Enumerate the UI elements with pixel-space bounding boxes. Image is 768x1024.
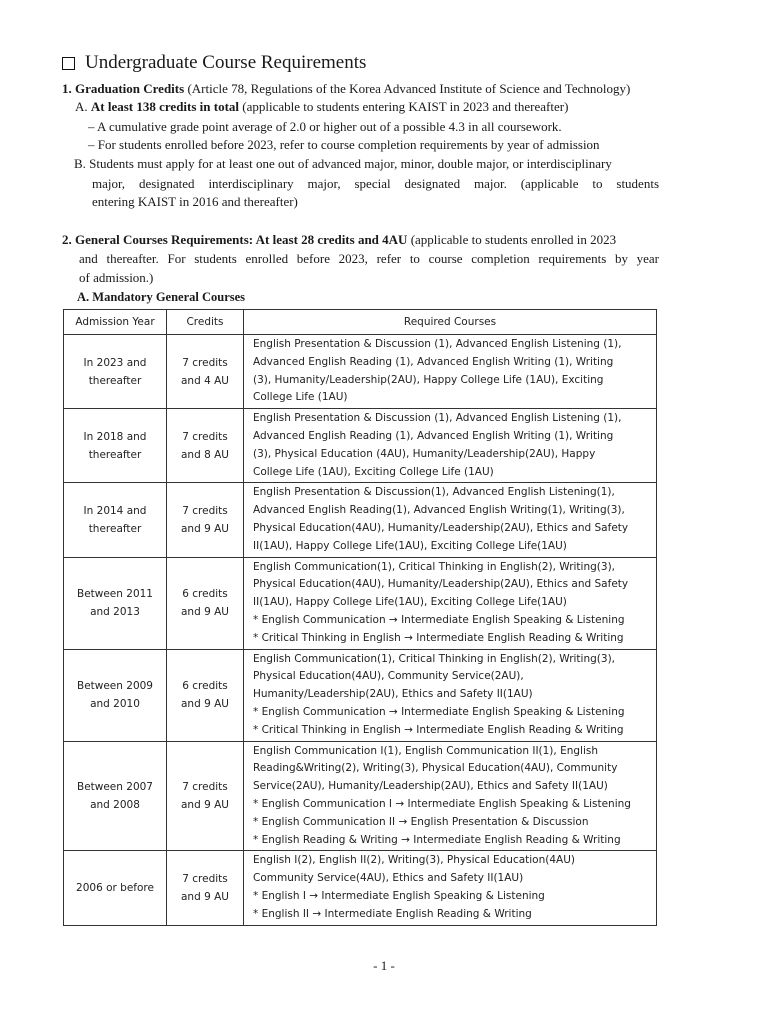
- page-heading: [62, 52, 366, 74]
- table-row: [64, 649, 657, 741]
- admission-year-cell: 2006 or before: [64, 851, 167, 925]
- section-2-title: 2. General Courses Requirements: At least 28 credits and 4AU (applicable to students enrolled in 2023: [62, 232, 617, 247]
- section-2a-title: A. Mandatory General Courses: [77, 290, 246, 304]
- credits-cell: 6 credits and 9 AU: [167, 557, 244, 649]
- section-1a: A. At least 138 credits in total (applicable to students entering KAIST in 2023 and thereafter): [75, 99, 569, 114]
- credits-cell: 7 credits and 8 AU: [167, 409, 244, 483]
- required-courses-cell: English Communication(1), Critical Thinking in English(2), Writing(3), Physical Education(4AU), Humanity/Leadership(2AU), Ethics and Safety II(1AU), Happy College Life(1AU), Exciting College Life(1AU) * English Communication → Intermediate English Speaking & Listening * Critical Thinking in English → Intermediate English Reading & Writing: [244, 557, 657, 649]
- page-number: - 1 -: [373, 958, 395, 973]
- credits-cell: 7 credits and 9 AU: [167, 483, 244, 557]
- credits-cell: 6 credits and 9 AU: [167, 649, 244, 741]
- admission-year-cell: Between 2009 and 2010: [64, 649, 167, 741]
- header-required-courses: Required Courses: [244, 310, 657, 335]
- table-row: [64, 483, 657, 557]
- admission-year-cell: Between 2007 and 2008: [64, 741, 167, 851]
- required-courses-cell: English I(2), English II(2), Writing(3), Physical Education(4AU) Community Service(4AU), Ethics and Safety II(1AU) * English I → Intermediate English Speaking & Listening * English II → Intermediate English Reading & Writing: [244, 851, 657, 925]
- table-header-row: [64, 310, 657, 335]
- admission-year-cell: In 2023 and thereafter: [64, 335, 167, 409]
- section-1a-bullet-1: – A cumulative grade point average of 2.0 or higher out of a possible 4.3 in all coursework.: [88, 119, 562, 134]
- table-row: [64, 409, 657, 483]
- header-admission-year: Admission Year: [64, 310, 167, 335]
- table-row: [64, 557, 657, 649]
- section-1b-line-1: B. Students must apply for at least one out of advanced major, minor, double major, or interdisciplinary: [74, 156, 612, 171]
- required-courses-cell: English Communication(1), Critical Thinking in English(2), Writing(3), Physical Education(4AU), Community Service(2AU), Humanity/Leadership(2AU), Ethics and Safety II(1AU) * English Communication → Intermediate English Speaking & Listening * Critical Thinking in English → Intermediate English Reading & Writing: [244, 649, 657, 741]
- header-credits: Credits: [167, 310, 244, 335]
- admission-year-cell: In 2018 and thereafter: [64, 409, 167, 483]
- credits-cell: 7 credits and 9 AU: [167, 851, 244, 925]
- admission-year-cell: Between 2011 and 2013: [64, 557, 167, 649]
- required-courses-cell: English Communication I(1), English Communication II(1), English Reading&Writing(2), Writing(3), Physical Education(4AU), Community Service(2AU), Humanity/Leadership(2AU), Ethics and Safety II(1AU) * English Communication I → Intermediate English Speaking & Listening * English Communication II → English Presentation & Discussion * English Reading & Writing → Intermediate English Reading & Writing: [244, 741, 657, 851]
- required-courses-cell: English Presentation & Discussion (1), Advanced English Listening (1), Advanced English Reading (1), Advanced English Writing (1), Writing (3), Humanity/Leadership(2AU), Happy College Life (1AU), Exciting College Life (1AU): [244, 335, 657, 409]
- credits-cell: 7 credits and 9 AU: [167, 741, 244, 851]
- table-row: [64, 851, 657, 925]
- required-courses-cell: English Presentation & Discussion (1), Advanced English Listening (1), Advanced English Reading (1), Advanced English Writing (1), Writing (3), Physical Education (4AU), Humanity/Leadership(2AU), Happy College Life (1AU), Exciting College Life (1AU): [244, 409, 657, 483]
- required-courses-cell: English Presentation & Discussion(1), Advanced English Listening(1), Advanced English Reading(1), Advanced English Writing(1), Writing(3), Physical Education(4AU), Humanity/Leadership(2AU), Ethics and Safety II(1AU), Happy College Life(1AU), Exciting College Life(1AU): [244, 483, 657, 557]
- section-1b-line-3: entering KAIST in 2016 and thereafter): [92, 194, 298, 209]
- section-1a-bullet-2: – For students enrolled before 2023, refer to course completion requirements by year of admission: [88, 137, 600, 152]
- section-2-line-2: and thereafter. For students enrolled before 2023, refer to course completion requirements by year: [79, 251, 659, 266]
- section-2-line-3: of admission.): [79, 270, 154, 285]
- credits-cell: 7 credits and 4 AU: [167, 335, 244, 409]
- section-1b-line-2: major, designated interdisciplinary major, special designated major. (applicable to students: [92, 176, 659, 191]
- table-row: [64, 741, 657, 851]
- table-row: [64, 335, 657, 409]
- mandatory-courses-table: [63, 309, 657, 926]
- admission-year-cell: In 2014 and thereafter: [64, 483, 167, 557]
- heading-text: Undergraduate Course Requirements: [85, 52, 367, 73]
- checkbox-square-icon: [62, 57, 75, 70]
- section-1-title: 1. Graduation Credits (Article 78, Regulations of the Korea Advanced Institute of Science and Technology): [62, 81, 631, 96]
